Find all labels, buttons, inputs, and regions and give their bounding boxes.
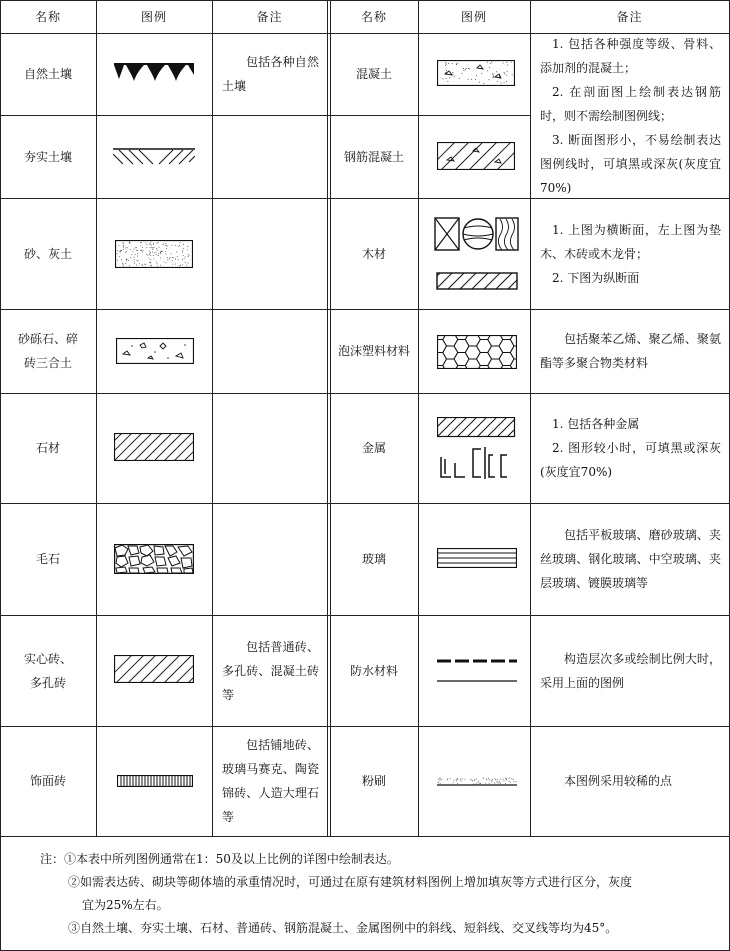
header-remark-right: 备注 (616, 9, 643, 24)
right-name-0: 混凝土 (355, 67, 392, 81)
left-name-1: 夯实土壤 (23, 149, 72, 164)
brick-pattern (114, 655, 194, 683)
left-name-4: 石材 (35, 441, 60, 455)
left-remark-7: 包括铺地砖、玻璃马赛克、陶瓷锦砖、人造大理石等 (222, 738, 319, 824)
right-remark-waterproof: 构造层次多或绘制比例大时，采用上面的图例 (540, 651, 721, 690)
footnote-2: ②如需表达砖、砌块等砌体墙的承重情况时，可通过在原有建筑材料图例上增加填灰等方式进行区分，灰度 (68, 875, 633, 889)
right-name-3: 泡沫塑料材料 (337, 344, 410, 358)
right-remark-plaster: 本图例采用较稀的点 (564, 774, 673, 788)
gravel-pattern (116, 338, 194, 364)
right-name-1: 钢筋混凝土 (343, 149, 404, 164)
sand-lime-pattern (115, 240, 193, 268)
header-legend-right: 图例 (460, 9, 487, 24)
right-name-6: 防水材料 (349, 663, 398, 678)
left-remark-6: 包括普通砖、多孔砖、混凝土砖等 (222, 639, 319, 702)
right-remark-metal: 1. 包括各种金属 2. 图形较小时，可填黑或深灰(灰度宜70%) (540, 417, 721, 479)
stone-pattern (114, 433, 194, 461)
left-name-6: 实心砖、多孔砖 (23, 651, 72, 690)
header-name-left: 名称 (34, 9, 61, 24)
glass-pattern (437, 548, 517, 568)
header-name-right: 名称 (360, 9, 387, 24)
right-name-4: 金属 (361, 441, 386, 455)
rubble-pattern (114, 544, 194, 574)
footnote-3: ③自然土壤、夯实土壤、石材、普通砖、钢筋混凝土、金属图例中的斜线、短斜线、交叉线等均为45°。 (68, 921, 618, 935)
right-remark-glass: 包括平板玻璃、磨砂玻璃、夹丝玻璃、钢化玻璃、中空玻璃、夹层玻璃、镀膜玻璃等 (540, 528, 721, 590)
left-name-5: 毛石 (35, 552, 60, 566)
right-name-5: 玻璃 (361, 552, 386, 566)
wood-pattern (434, 217, 520, 291)
plaster-pattern (437, 775, 517, 787)
left-name-3: 砂砾石、碎砖三合土 (18, 332, 79, 370)
facing-brick-pattern (117, 775, 193, 787)
right-remark-wood: 1. 上图为横断面，左上图为垫木、木砖或木龙骨； 2. 下图为纵断面 (540, 222, 721, 285)
header-legend-left: 图例 (140, 9, 167, 24)
header-remark-left: 备注 (256, 9, 283, 24)
concrete-pattern (437, 60, 515, 86)
reinforced-concrete-pattern (437, 142, 515, 170)
waterproof-pattern (437, 655, 517, 685)
right-name-7: 粉刷 (361, 774, 386, 788)
compacted-soil-pattern (113, 148, 195, 168)
left-name-2: 砂、灰土 (23, 246, 72, 261)
foam-pattern (437, 335, 517, 369)
natural-soil-pattern (114, 61, 194, 85)
right-name-2: 木材 (361, 246, 386, 261)
left-name-7: 饰面砖 (29, 774, 66, 788)
footnote-1: 注：①本表中所列图例通常在1：50及以上比例的详图中绘制表达。 (40, 852, 399, 866)
right-remark-concrete: 1. 包括各种强度等级、骨料、添加剂的混凝土； 2. 在剖面图上绘制表达钢筋时，则不需绘制图例线； 3. 断面图形小，不易绘制表达图例线时，可填黑或深灰(灰度宜70%) (540, 36, 721, 195)
footnote-2-cont: 宜为25%左右。 (82, 898, 169, 912)
right-remark-foam: 包括聚苯乙烯、聚乙烯、聚氨酯等多聚合物类材料 (540, 332, 721, 370)
left-remark-0: 包括各种自然土壤 (222, 55, 319, 93)
metal-pattern (437, 417, 519, 481)
left-name-0: 自然土壤 (23, 67, 72, 81)
